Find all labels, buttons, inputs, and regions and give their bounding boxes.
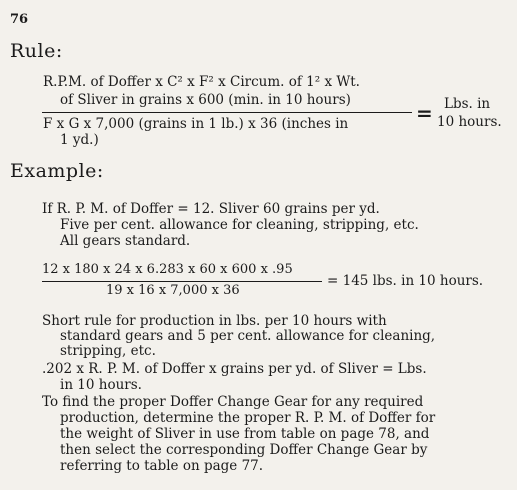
short-formula-line1: .202 x R. P. M. of Doffer x grains per yd. of Sliver = Lbs. <box>42 361 427 377</box>
page-number: 76 <box>10 12 29 27</box>
short-formula-line2: in 10 hours. <box>60 377 142 393</box>
rule-denominator-line1: F x G x 7,000 (grains in 1 lb.) x 36 (inches in <box>43 116 349 132</box>
rule-numerator-line2: of Sliver in grains x 600 (min. in 10 hours) <box>60 92 351 108</box>
example-given-line3: All gears standard. <box>60 233 191 249</box>
short-rule-line1: Short rule for production in lbs. per 10 hours with <box>42 313 387 329</box>
change-gear-line3: the weight of Sliver in use from table on page 78, and <box>60 426 430 442</box>
rule-equals-sign: = <box>416 101 433 125</box>
example-result: = 145 lbs. in 10 hours. <box>327 273 484 289</box>
rule-fraction-bar <box>42 112 412 113</box>
rule-numerator-line1: R.P.M. of Doffer x C² x F² x Circum. of 1² x Wt. <box>43 74 360 90</box>
rule-result-line1: Lbs. in <box>444 96 491 112</box>
rule-denominator-line2: 1 yd.) <box>60 132 99 148</box>
example-given-line1: If R. P. M. of Doffer = 12. Sliver 60 grains per yd. <box>42 201 380 217</box>
short-rule-line2: standard gears and 5 per cent. allowance for cleaning, <box>60 328 436 344</box>
rule-result-line2: 10 hours. <box>437 114 502 130</box>
rule-heading: Rule: <box>10 40 63 62</box>
example-denominator: 19 x 16 x 7,000 x 36 <box>106 283 240 298</box>
example-heading: Example: <box>10 160 104 182</box>
change-gear-line4: then select the corresponding Doffer Change Gear by <box>60 442 428 458</box>
change-gear-line2: production, determine the proper R. P. M. of Doffer for <box>60 410 436 426</box>
change-gear-line1: To find the proper Doffer Change Gear for any required <box>42 394 424 410</box>
example-fraction-bar <box>42 281 322 282</box>
change-gear-line5: referring to table on page 77. <box>60 458 264 474</box>
example-numerator: 12 x 180 x 24 x 6.283 x 60 x 600 x .95 <box>42 262 293 277</box>
example-given-line2: Five per cent. allowance for cleaning, stripping, etc. <box>60 217 419 233</box>
short-rule-line3: stripping, etc. <box>60 343 156 359</box>
